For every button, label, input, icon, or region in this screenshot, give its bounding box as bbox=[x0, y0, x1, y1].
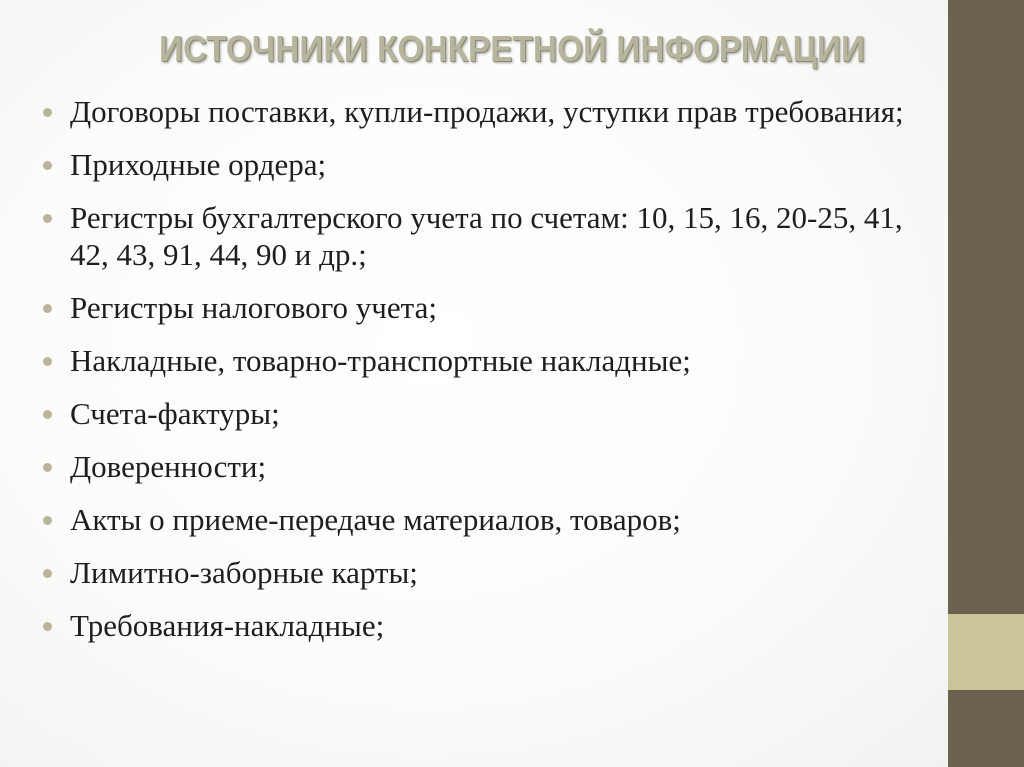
bullet-dot-icon bbox=[43, 463, 52, 472]
list-item bbox=[70, 554, 940, 591]
list-item-text: Накладные, товарно-транспортные накладные; bbox=[70, 343, 691, 378]
list-item-text: Регистры налогового учета; bbox=[70, 290, 437, 325]
bullet-dot-icon bbox=[43, 357, 52, 366]
bullet-dot-icon bbox=[43, 214, 52, 223]
list-item bbox=[70, 607, 940, 644]
bullet-dot-icon bbox=[43, 410, 52, 419]
list-item-text: Акты о приеме-передаче материалов, товаров; bbox=[70, 502, 681, 537]
list-item bbox=[70, 146, 940, 183]
list-item bbox=[70, 342, 940, 379]
decorative-sidebar-accent bbox=[948, 614, 1024, 690]
list-item-text: Лимитно-заборные карты; bbox=[70, 555, 418, 590]
bullet-list bbox=[70, 93, 940, 660]
list-item bbox=[70, 448, 940, 485]
list-item-text: Регистры бухгалтерского учета по счетам: 10, 15, 16, 20-25, 41, 42, 43, 91, 44, 90 и др.; bbox=[70, 200, 903, 272]
list-item bbox=[70, 289, 940, 326]
list-item bbox=[70, 199, 940, 273]
bullet-dot-icon bbox=[43, 569, 52, 578]
bullet-dot-icon bbox=[43, 516, 52, 525]
list-item-text: Приходные ордера; bbox=[70, 147, 327, 182]
list-item-text: Требования-накладные; bbox=[70, 608, 385, 643]
bullet-dot-icon bbox=[43, 622, 52, 631]
bullet-dot-icon bbox=[43, 304, 52, 313]
list-item-text: Счета-фактуры; bbox=[70, 396, 280, 431]
list-item bbox=[70, 93, 940, 130]
list-item bbox=[70, 395, 940, 432]
bullet-dot-icon bbox=[43, 108, 52, 117]
slide-title: ИСТОЧНИКИ КОНКРЕТНОЙ ИНФОРМАЦИИ bbox=[159, 28, 865, 69]
list-item-text: Договоры поставки, купли-продажи, уступки прав требования; bbox=[70, 94, 904, 129]
list-item-text: Доверенности; bbox=[70, 449, 267, 484]
list-item bbox=[70, 501, 940, 538]
bullet-dot-icon bbox=[43, 161, 52, 170]
